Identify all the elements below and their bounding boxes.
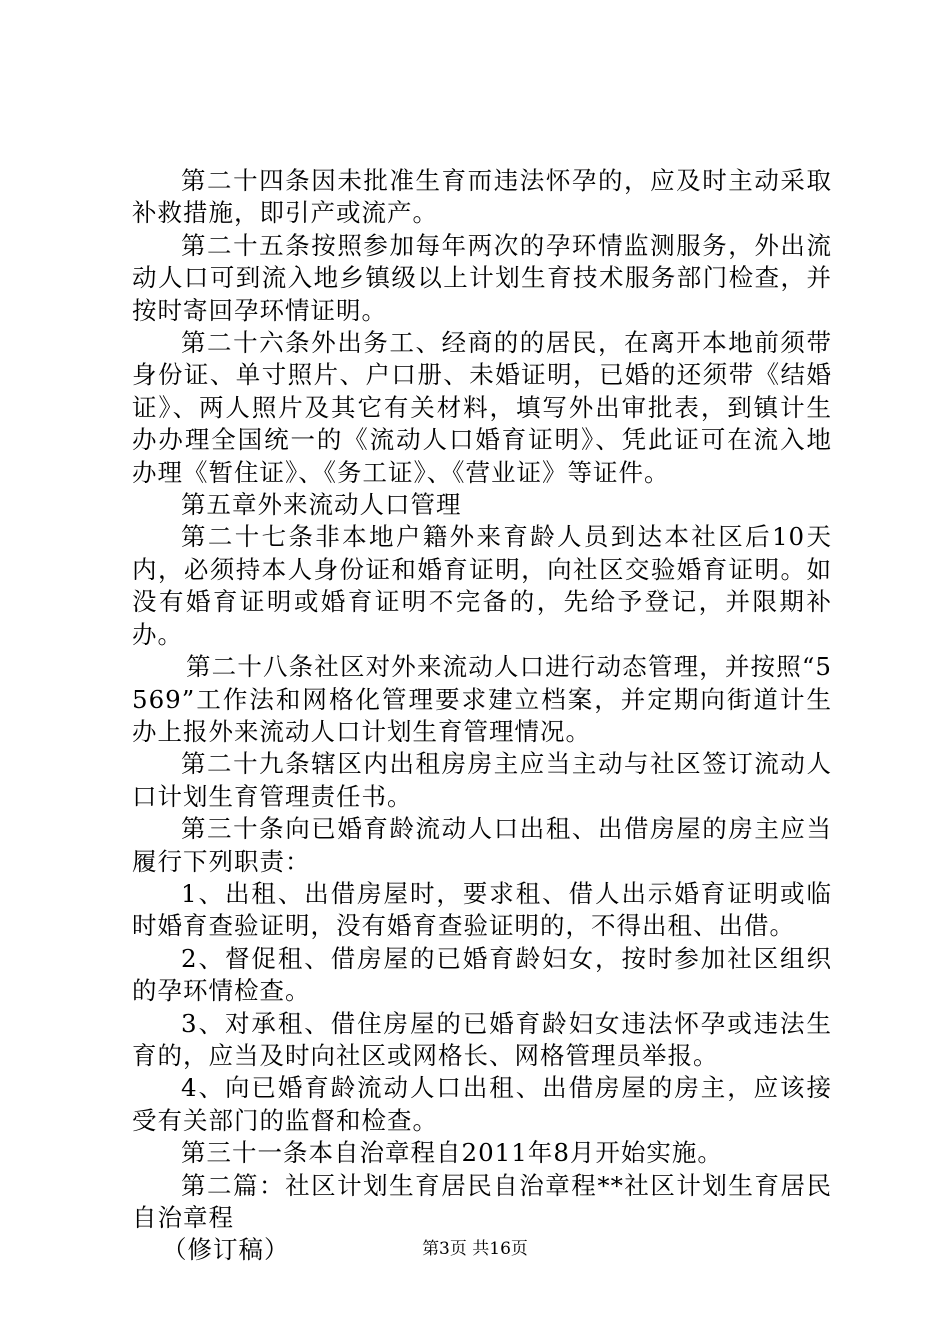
revision-note: （修订稿）	[162, 1235, 290, 1265]
article-24: 第二十四条因未批准生育而违法怀孕的，应及时主动采取补救措施，即引产或流产。	[132, 166, 832, 228]
article-26: 第二十六条外出务工、经商的的居民，在离开本地前须带身份证、单寸照片、户口册、未婚证明，已婚的还须带《结婚证》、两人照片及其它有关材料，填写外出审批表，到镇计生办办理全国统一的《流动人口婚育证明》、凭此证可在流入地办理《暂住证》、《务工证》、《营业证》等证件。	[132, 328, 832, 487]
document-body	[132, 165, 832, 1267]
duty-item-4: 4、向已婚育龄流动人口出租、出借房屋的房主，应该接受有关部门的监督和检查。	[132, 1073, 832, 1135]
chapter-5-heading: 第五章外来流动人口管理	[181, 490, 462, 520]
article-25: 第二十五条按照参加每年两次的孕环情监测服务，外出流动人口可到流入地乡镇级以上计划生育技术服务部门检查，并按时寄回孕环情证明。	[132, 230, 832, 325]
part-2-title: 第二篇：社区计划生育居民自治章程**社区计划生育居民自治章程	[132, 1170, 832, 1232]
duty-item-3: 3、对承租、借住房屋的已婚育龄妇女违法怀孕或违法生育的，应当及时向社区或网格长、网格管理员举报。	[132, 1008, 832, 1070]
duty-item-2: 2、督促租、借房屋的已婚育龄妇女，按时参加社区组织的孕环情检查。	[132, 943, 832, 1006]
article-30: 第三十条向已婚育龄流动人口出租、出借房屋的房主应当履行下列职责：	[132, 814, 832, 876]
article-31: 第三十一条本自治章程自2011年8月开始实施。	[181, 1138, 723, 1168]
article-29: 第二十九条辖区内出租房房主应当主动与社区签订流动人口计划生育管理责任书。	[132, 749, 832, 811]
article-28: 第二十八条社区对外来流动人口进行动态管理，并按照“5569”工作法和网格化管理要求建立档案，并定期向街道计生办上报外来流动人口计划生育管理情况。	[132, 652, 832, 746]
article-27: 第二十七条非本地户籍外来育龄人员到达本社区后10天内，必须持本人身份证和婚育证明，向社区交验婚育证明。如没有婚育证明或婚育证明不完备的，先给予登记，并限期补办。	[132, 522, 832, 649]
duty-item-1: 1、出租、出借房屋时，要求租、借人出示婚育证明或临时婚育查验证明，没有婚育查验证明的，不得出租、出借。	[132, 878, 832, 941]
page-number-footer: 第3页 共16页	[422, 1239, 528, 1259]
